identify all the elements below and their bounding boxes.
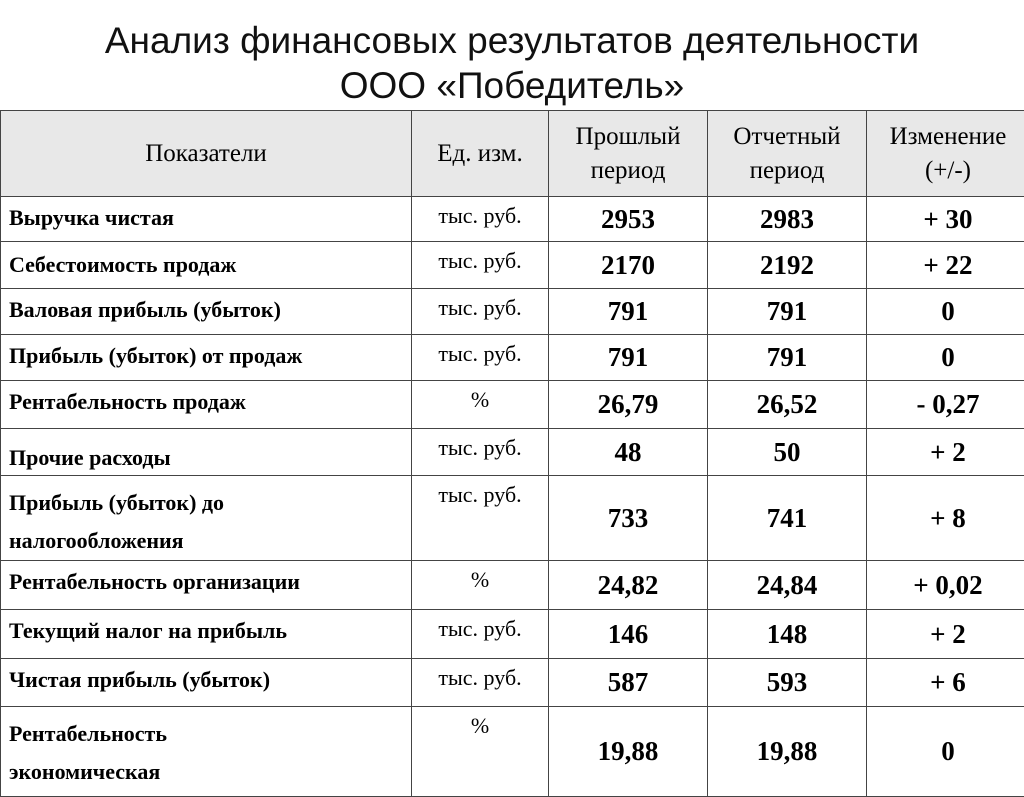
row-previous-value: 26,79 [549,381,708,429]
row-indicator: Прибыль (убыток) от продаж [1,335,412,381]
table-row [1,561,1024,610]
row-change-value: + 2 [867,610,1024,659]
row-indicator: Валовая прибыль (убыток) [1,289,412,335]
row-change-value: 0 [867,335,1024,381]
row-indicator: Чистая прибыль (убыток) [1,659,412,707]
row-previous-value: 733 [549,476,708,561]
row-indicator-line-1: Рентабельность [9,715,411,753]
row-current-value: 593 [708,659,867,707]
header-previous-period [549,111,708,197]
row-previous-value: 24,82 [549,561,708,610]
financial-results-table [0,110,1024,797]
row-change-value: 0 [867,289,1024,335]
row-unit: тыс. руб. [412,242,549,289]
row-unit: % [412,381,549,429]
row-previous-value: 48 [549,429,708,476]
row-unit: тыс. руб. [412,659,549,707]
row-unit: % [412,707,549,797]
header-change-line-1: Изменение [867,120,1024,154]
title-line-2: ООО «Победитель» [0,63,1024,108]
row-previous-value: 19,88 [549,707,708,797]
table-row [1,289,1024,335]
table-row [1,242,1024,289]
row-current-value: 24,84 [708,561,867,610]
table-row [1,429,1024,476]
row-previous-value: 587 [549,659,708,707]
table-row [1,659,1024,707]
row-indicator: Рентабельность продаж [1,381,412,429]
table-row [1,381,1024,429]
row-change-value: 0 [867,707,1024,797]
row-unit: тыс. руб. [412,476,549,561]
row-indicator-line-1: Прибыль (убыток) до [9,484,411,522]
row-unit: % [412,561,549,610]
table-row [1,335,1024,381]
row-change-value: + 2 [867,429,1024,476]
row-unit: тыс. руб. [412,197,549,242]
row-current-value: 2983 [708,197,867,242]
row-change-value: - 0,27 [867,381,1024,429]
header-current-period [708,111,867,197]
table-row [1,476,1024,561]
header-previous-line-2: период [549,154,707,188]
table-header-row [1,111,1024,197]
row-previous-value: 2953 [549,197,708,242]
header-change [867,111,1024,197]
header-change-line-2: (+/-) [867,154,1024,188]
row-indicator: Прочие расходы [1,429,412,476]
row-change-value: + 8 [867,476,1024,561]
title-line-1: Анализ финансовых результатов деятельности [0,18,1024,63]
row-indicator: Текущий налог на прибыль [1,610,412,659]
row-change-value: + 0,02 [867,561,1024,610]
header-previous-line-1: Прошлый [549,120,707,154]
row-indicator-line-2: налогообложения [9,522,411,560]
row-previous-value: 791 [549,335,708,381]
row-indicator [1,476,412,561]
header-current-line-2: период [708,154,866,188]
row-change-value: + 30 [867,197,1024,242]
row-current-value: 148 [708,610,867,659]
row-current-value: 791 [708,289,867,335]
row-current-value: 26,52 [708,381,867,429]
header-current-line-1: Отчетный [708,120,866,154]
table-row [1,707,1024,797]
row-current-value: 741 [708,476,867,561]
row-indicator: Рентабельность организации [1,561,412,610]
row-indicator: Себестоимость продаж [1,242,412,289]
row-current-value: 2192 [708,242,867,289]
row-previous-value: 791 [549,289,708,335]
row-change-value: + 6 [867,659,1024,707]
row-unit: тыс. руб. [412,429,549,476]
row-unit: тыс. руб. [412,335,549,381]
row-change-value: + 22 [867,242,1024,289]
row-previous-value: 2170 [549,242,708,289]
header-unit: Ед. изм. [412,111,549,197]
row-previous-value: 146 [549,610,708,659]
table-row [1,197,1024,242]
page-title [0,18,1024,108]
row-indicator [1,707,412,797]
row-current-value: 50 [708,429,867,476]
table-row [1,610,1024,659]
header-indicator: Показатели [1,111,412,197]
row-indicator-line-2: экономическая [9,753,411,791]
row-indicator: Выручка чистая [1,197,412,242]
row-current-value: 791 [708,335,867,381]
row-current-value: 19,88 [708,707,867,797]
row-unit: тыс. руб. [412,289,549,335]
row-unit: тыс. руб. [412,610,549,659]
